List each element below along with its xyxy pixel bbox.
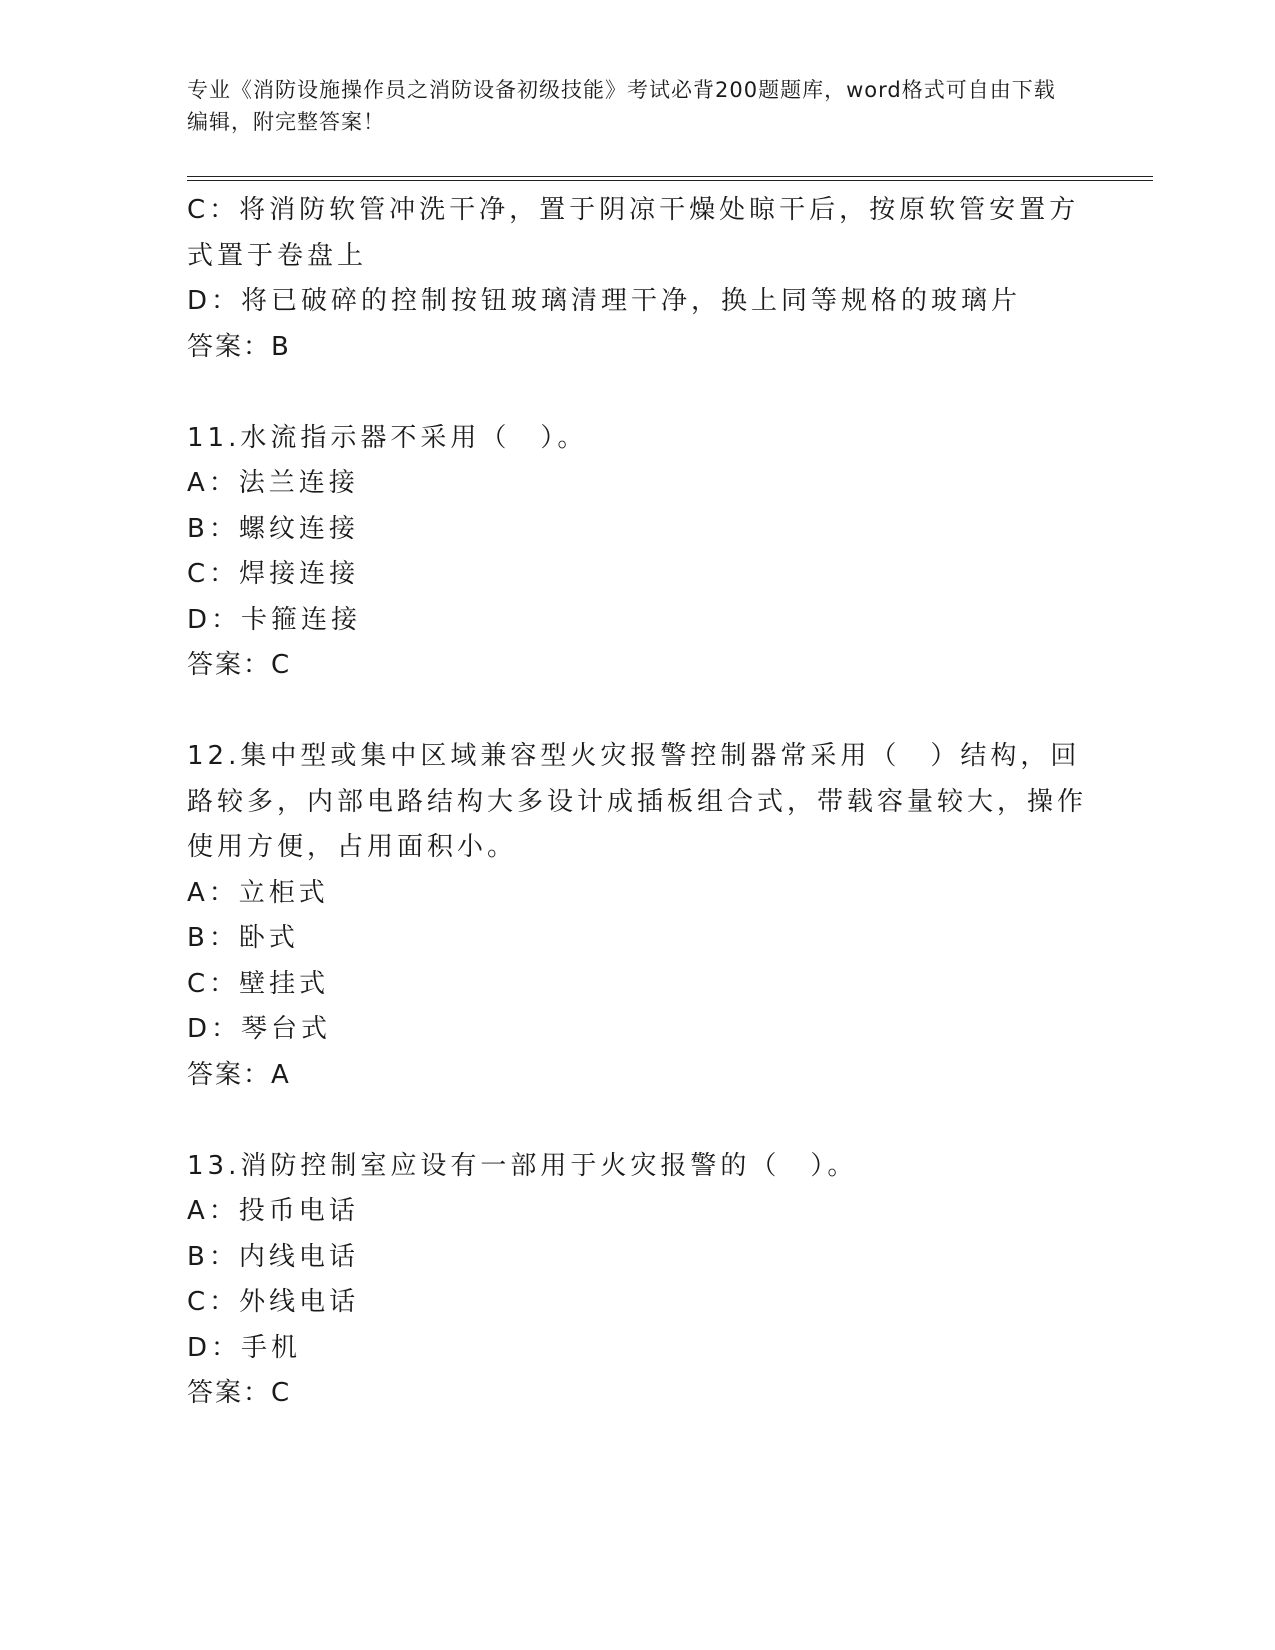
- header-divider: [187, 176, 1153, 181]
- option-c: C：外线电话: [187, 1287, 360, 1317]
- option-b: B：内线电话: [187, 1241, 359, 1272]
- option-b: B：卧式: [187, 923, 299, 953]
- question-stem: 11.水流指示器不采用（ ）。: [187, 422, 588, 453]
- option-a: A：立柜式: [187, 877, 329, 908]
- option-c: C：将消防软管冲洗干净，置于阴凉干燥处晾干后，按原软管安置方式置于卷盘上: [187, 195, 1080, 271]
- previous-question-tail: [187, 188, 1087, 370]
- answer-line: 答案：B: [187, 331, 291, 362]
- option-c: C：壁挂式: [187, 968, 330, 999]
- option-d: D：将已破碎的控制按钮玻璃清理干净，换上同等规格的玻璃片: [187, 286, 1022, 316]
- answer-line: 答案：C: [187, 1378, 292, 1408]
- question-stem: 13.消防控制室应设有一部用于火灾报警的（ ）。: [187, 1150, 858, 1181]
- option-a: A：投币电话: [187, 1196, 359, 1226]
- answer-line: 答案：A: [187, 1059, 291, 1090]
- question-13: [187, 1144, 1087, 1417]
- option-a: A：法兰连接: [187, 468, 359, 498]
- option-b: B：螺纹连接: [187, 513, 359, 544]
- option-d: D：卡箍连接: [187, 604, 362, 635]
- question-11: [187, 416, 1087, 689]
- question-list: [187, 188, 1087, 1417]
- question-stem: 12.集中型或集中区域兼容型火灾报警控制器常采用（ ）结构，回路较多，内部电路结构大多设计成插板组合式，带载容量较大，操作使用方便，占用面积小。: [187, 741, 1088, 862]
- option-c: C：焊接连接: [187, 559, 360, 589]
- answer-line: 答案：C: [187, 650, 292, 680]
- option-d: D：琴台式: [187, 1014, 332, 1044]
- question-12: [187, 734, 1087, 1098]
- page-header: 专业《消防设施操作员之消防设备初级技能》考试必背200题题库，word格式可自由下载编辑，附完整答案！: [187, 78, 1056, 134]
- option-d: D：手机: [187, 1332, 302, 1363]
